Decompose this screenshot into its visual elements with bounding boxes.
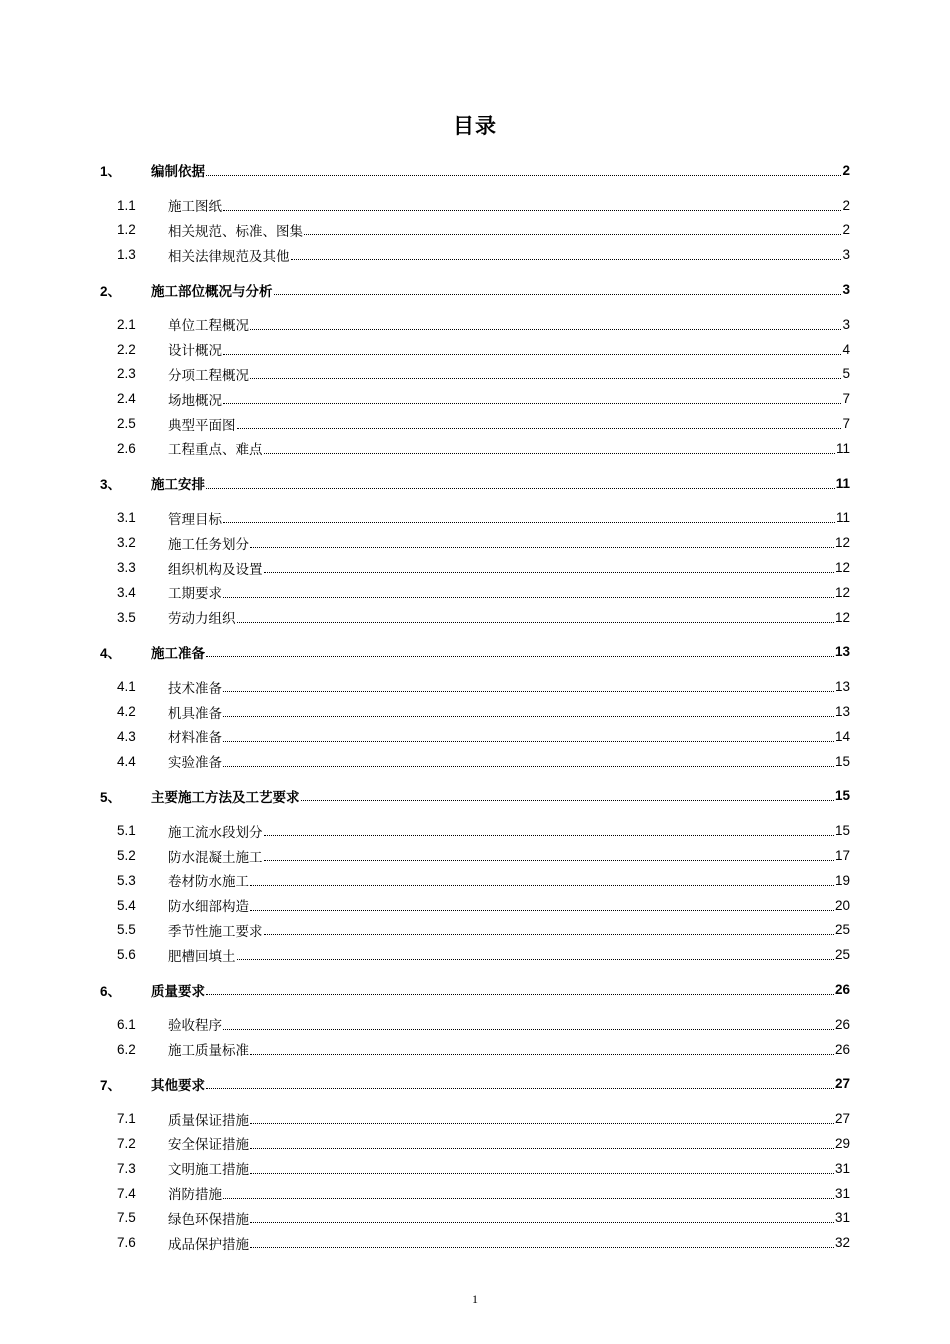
toc-entry-page-number: 17 bbox=[834, 848, 850, 864]
toc-entry-number: 4.4 bbox=[117, 753, 136, 769]
toc-entry-label: 单位工程概况 bbox=[168, 318, 249, 335]
toc-entry-label: 劳动力组织 bbox=[168, 611, 236, 628]
toc-entry-page-number: 12 bbox=[834, 609, 850, 625]
dot-leader bbox=[223, 1198, 834, 1199]
dot-leader bbox=[206, 994, 834, 995]
toc-entry-page-number: 11 bbox=[835, 440, 850, 456]
dot-leader bbox=[304, 234, 841, 235]
dot-leader bbox=[250, 1173, 834, 1174]
toc-entry-label: 施工任务划分 bbox=[168, 536, 249, 553]
toc-entry-label: 验收程序 bbox=[168, 1018, 222, 1035]
toc-entry-label: 设计概况 bbox=[168, 343, 222, 360]
toc-entry-page-number: 31 bbox=[834, 1210, 850, 1226]
toc-entry-label: 施工流水段划分 bbox=[168, 824, 263, 841]
toc-subsection-entry[interactable] bbox=[100, 843, 850, 868]
toc-entry-number: 5.1 bbox=[117, 823, 136, 839]
toc-entry-label: 施工图纸 bbox=[168, 199, 222, 216]
toc-entry-label: 管理目标 bbox=[168, 511, 222, 528]
dot-leader bbox=[301, 800, 834, 801]
dot-leader bbox=[206, 656, 834, 657]
toc-entry-label: 典型平面图 bbox=[168, 417, 236, 434]
toc-subsection-entry[interactable] bbox=[100, 362, 850, 387]
dot-leader bbox=[264, 572, 834, 573]
dot-leader bbox=[223, 403, 841, 404]
dot-leader bbox=[237, 622, 834, 623]
dot-leader bbox=[223, 741, 834, 742]
toc-subsection-entry[interactable] bbox=[100, 337, 850, 362]
toc-section-entry[interactable] bbox=[100, 640, 850, 665]
toc-subsection-entry[interactable] bbox=[100, 218, 850, 243]
toc-entry-label: 季节性施工要求 bbox=[168, 923, 263, 940]
toc-entry-number: 7、 bbox=[100, 1077, 122, 1093]
toc-subsection-entry[interactable] bbox=[100, 1037, 850, 1062]
toc-subsection-entry[interactable] bbox=[100, 580, 850, 605]
dot-leader bbox=[264, 453, 835, 454]
table-of-contents bbox=[100, 158, 850, 1255]
toc-entry-label: 编制依据 bbox=[151, 164, 205, 181]
toc-subsection-entry[interactable] bbox=[100, 506, 850, 531]
toc-entry-label: 防水混凝土施工 bbox=[168, 849, 263, 866]
dot-leader bbox=[206, 488, 835, 489]
toc-entry-number: 5.6 bbox=[117, 947, 136, 963]
toc-section-entry[interactable] bbox=[100, 977, 850, 1002]
toc-entry-page-number: 31 bbox=[834, 1160, 850, 1176]
toc-subsection-entry[interactable] bbox=[100, 1106, 850, 1131]
toc-subsection-entry[interactable] bbox=[100, 699, 850, 724]
toc-entry-label: 肥槽回填土 bbox=[168, 948, 236, 965]
toc-entry-number: 1.3 bbox=[117, 247, 136, 263]
toc-entry-label: 施工安排 bbox=[151, 477, 205, 494]
toc-entry-number: 7.4 bbox=[117, 1185, 136, 1201]
toc-entry-number: 4.2 bbox=[117, 704, 136, 720]
toc-entry-number: 7.2 bbox=[117, 1135, 136, 1151]
dot-leader bbox=[264, 860, 834, 861]
dot-leader bbox=[223, 597, 834, 598]
toc-entry-number: 2.5 bbox=[117, 416, 136, 432]
toc-entry-label: 质量要求 bbox=[151, 983, 205, 1000]
dot-leader bbox=[264, 835, 834, 836]
toc-entry-label: 消防措施 bbox=[168, 1187, 222, 1204]
dot-leader bbox=[250, 1148, 834, 1149]
toc-subsection-entry[interactable] bbox=[100, 818, 850, 843]
toc-entry-number: 7.1 bbox=[117, 1111, 136, 1127]
dot-leader bbox=[206, 1088, 834, 1089]
toc-entry-label: 工程重点、难点 bbox=[168, 442, 263, 459]
toc-entry-number: 6.2 bbox=[117, 1041, 136, 1057]
toc-entry-label: 质量保证措施 bbox=[168, 1112, 249, 1129]
toc-entry-page-number: 15 bbox=[834, 753, 850, 769]
toc-entry-label: 卷材防水施工 bbox=[168, 874, 249, 891]
toc-entry-label: 材料准备 bbox=[168, 730, 222, 747]
toc-entry-number: 3.4 bbox=[117, 584, 136, 600]
dot-leader bbox=[223, 766, 834, 767]
toc-subsection-entry[interactable] bbox=[100, 386, 850, 411]
toc-entry-page-number: 13 bbox=[834, 679, 850, 695]
toc-entry-label: 场地概况 bbox=[168, 392, 222, 409]
dot-leader bbox=[250, 1247, 834, 1248]
toc-entry-label: 绿色环保措施 bbox=[168, 1211, 249, 1228]
toc-entry-page-number: 11 bbox=[835, 475, 850, 491]
toc-entry-page-number: 7 bbox=[842, 416, 850, 432]
toc-entry-number: 7.6 bbox=[117, 1235, 136, 1251]
toc-entry-number: 3.1 bbox=[117, 510, 136, 526]
toc-entry-number: 3.5 bbox=[117, 609, 136, 625]
toc-subsection-entry[interactable] bbox=[100, 436, 850, 461]
toc-entry-number: 2.6 bbox=[117, 440, 136, 456]
toc-entry-number: 5.5 bbox=[117, 922, 136, 938]
toc-entry-label: 技术准备 bbox=[168, 680, 222, 697]
dot-leader bbox=[223, 716, 834, 717]
dot-leader bbox=[237, 428, 842, 429]
toc-subsection-entry[interactable] bbox=[100, 674, 850, 699]
toc-entry-number: 5.4 bbox=[117, 897, 136, 913]
toc-entry-number: 6.1 bbox=[117, 1016, 136, 1032]
toc-subsection-entry[interactable] bbox=[100, 1230, 850, 1255]
toc-entry-number: 3、 bbox=[100, 477, 122, 493]
toc-entry-label: 成品保护措施 bbox=[168, 1236, 249, 1253]
toc-entry-label: 防水细部构造 bbox=[168, 899, 249, 916]
toc-subsection-entry[interactable] bbox=[100, 749, 850, 774]
page-title: 目录 bbox=[453, 115, 497, 138]
toc-entry-number: 2、 bbox=[100, 283, 122, 299]
dot-leader bbox=[223, 1029, 834, 1030]
toc-entry-number: 7.5 bbox=[117, 1210, 136, 1226]
toc-subsection-entry[interactable] bbox=[100, 193, 850, 218]
toc-subsection-entry[interactable] bbox=[100, 893, 850, 918]
toc-entry-number: 3.2 bbox=[117, 535, 136, 551]
footer-page-number: 1 bbox=[472, 1292, 478, 1306]
toc-entry-page-number: 2 bbox=[842, 162, 850, 178]
dot-leader bbox=[250, 547, 834, 548]
toc-entry-number: 5.3 bbox=[117, 872, 136, 888]
toc-entry-page-number: 2 bbox=[842, 222, 850, 238]
toc-section-entry[interactable] bbox=[100, 471, 850, 496]
toc-entry-page-number: 7 bbox=[842, 391, 850, 407]
dot-leader bbox=[250, 885, 834, 886]
toc-entry-label: 施工准备 bbox=[151, 645, 205, 662]
toc-entry-page-number: 12 bbox=[834, 535, 850, 551]
toc-entry-label: 安全保证措施 bbox=[168, 1137, 249, 1154]
dot-leader bbox=[250, 910, 834, 911]
toc-subsection-entry[interactable] bbox=[100, 530, 850, 555]
toc-subsection-entry[interactable] bbox=[100, 605, 850, 630]
toc-subsection-entry[interactable] bbox=[100, 1205, 850, 1230]
toc-entry-label: 工期要求 bbox=[168, 586, 222, 603]
toc-subsection-entry[interactable] bbox=[100, 868, 850, 893]
toc-entry-page-number: 19 bbox=[834, 872, 850, 888]
toc-entry-number: 4.3 bbox=[117, 728, 136, 744]
dot-leader bbox=[250, 1123, 834, 1124]
toc-entry-label: 分项工程概况 bbox=[168, 367, 249, 384]
toc-entry-label: 组织机构及设置 bbox=[168, 561, 263, 578]
toc-entry-page-number: 26 bbox=[834, 1016, 850, 1032]
toc-entry-page-number: 15 bbox=[834, 823, 850, 839]
toc-entry-page-number: 13 bbox=[834, 644, 850, 660]
toc-entry-page-number: 26 bbox=[834, 1041, 850, 1057]
toc-entry-number: 1.1 bbox=[117, 197, 136, 213]
toc-entry-number: 2.3 bbox=[117, 366, 136, 382]
toc-subsection-entry[interactable] bbox=[100, 724, 850, 749]
toc-entry-page-number: 25 bbox=[834, 947, 850, 963]
toc-entry-number: 6、 bbox=[100, 983, 122, 999]
toc-entry-page-number: 13 bbox=[834, 704, 850, 720]
dot-leader bbox=[264, 934, 834, 935]
toc-subsection-entry[interactable] bbox=[100, 1181, 850, 1206]
dot-leader bbox=[291, 259, 842, 260]
toc-entry-label: 机具准备 bbox=[168, 705, 222, 722]
dot-leader bbox=[223, 210, 841, 211]
toc-subsection-entry[interactable] bbox=[100, 1156, 850, 1181]
toc-entry-page-number: 14 bbox=[834, 728, 850, 744]
toc-subsection-entry[interactable] bbox=[100, 555, 850, 580]
toc-subsection-entry[interactable] bbox=[100, 942, 850, 967]
toc-entry-page-number: 15 bbox=[834, 788, 850, 804]
toc-entry-page-number: 5 bbox=[842, 366, 850, 382]
toc-subsection-entry[interactable] bbox=[100, 242, 850, 267]
dot-leader bbox=[250, 378, 841, 379]
toc-entry-number: 2.4 bbox=[117, 391, 136, 407]
toc-section-entry[interactable] bbox=[100, 1072, 850, 1097]
toc-entry-label: 施工质量标准 bbox=[168, 1043, 249, 1060]
toc-entry-page-number: 27 bbox=[834, 1076, 850, 1092]
toc-section-entry[interactable] bbox=[100, 784, 850, 809]
toc-entry-label: 其他要求 bbox=[151, 1077, 205, 1094]
dot-leader bbox=[250, 1222, 834, 1223]
dot-leader bbox=[223, 522, 835, 523]
toc-entry-label: 主要施工方法及工艺要求 bbox=[151, 789, 300, 806]
toc-entry-page-number: 26 bbox=[834, 982, 850, 997]
toc-entry-number: 1.2 bbox=[117, 222, 136, 238]
dot-leader bbox=[274, 294, 842, 295]
toc-section-entry[interactable] bbox=[100, 277, 850, 302]
toc-entry-page-number: 3 bbox=[842, 282, 850, 298]
dot-leader bbox=[250, 1054, 834, 1055]
toc-entry-label: 相关法律规范及其他 bbox=[168, 248, 290, 265]
toc-section-entry[interactable] bbox=[100, 158, 850, 183]
toc-entry-label: 相关规范、标准、图集 bbox=[168, 223, 303, 240]
toc-entry-label: 文明施工措施 bbox=[168, 1162, 249, 1179]
toc-subsection-entry[interactable] bbox=[100, 918, 850, 943]
toc-entry-number: 5、 bbox=[100, 789, 122, 805]
toc-entry-number: 3.3 bbox=[117, 560, 136, 576]
toc-entry-page-number: 20 bbox=[834, 897, 850, 913]
toc-subsection-entry[interactable] bbox=[100, 312, 850, 337]
toc-entry-page-number: 2 bbox=[842, 197, 850, 213]
toc-entry-number: 2.1 bbox=[117, 316, 136, 332]
toc-entry-number: 7.3 bbox=[117, 1160, 136, 1176]
toc-entry-page-number: 31 bbox=[834, 1185, 850, 1201]
toc-entry-number: 2.2 bbox=[117, 341, 136, 357]
toc-entry-number: 1、 bbox=[100, 164, 122, 180]
toc-subsection-entry[interactable] bbox=[100, 1012, 850, 1037]
toc-entry-page-number: 29 bbox=[834, 1135, 850, 1151]
dot-leader bbox=[206, 175, 841, 176]
toc-entry-page-number: 12 bbox=[834, 584, 850, 600]
dot-leader bbox=[223, 354, 841, 355]
toc-entry-number: 5.2 bbox=[117, 848, 136, 864]
toc-entry-page-number: 3 bbox=[842, 316, 850, 332]
toc-entry-page-number: 12 bbox=[834, 560, 850, 576]
toc-entry-page-number: 3 bbox=[842, 247, 850, 263]
toc-entry-page-number: 25 bbox=[834, 922, 850, 938]
toc-entry-page-number: 32 bbox=[834, 1235, 850, 1251]
toc-entry-number: 4.1 bbox=[117, 679, 136, 695]
dot-leader bbox=[223, 691, 834, 692]
toc-entry-page-number: 27 bbox=[834, 1111, 850, 1127]
toc-entry-number: 4、 bbox=[100, 645, 122, 661]
toc-entry-page-number: 11 bbox=[835, 510, 850, 526]
toc-entry-page-number: 4 bbox=[842, 341, 850, 357]
dot-leader bbox=[237, 959, 834, 960]
dot-leader bbox=[250, 329, 841, 330]
toc-subsection-entry[interactable] bbox=[100, 411, 850, 436]
toc-entry-label: 实验准备 bbox=[168, 755, 222, 772]
toc-subsection-entry[interactable] bbox=[100, 1131, 850, 1156]
toc-entry-label: 施工部位概况与分析 bbox=[151, 283, 273, 300]
